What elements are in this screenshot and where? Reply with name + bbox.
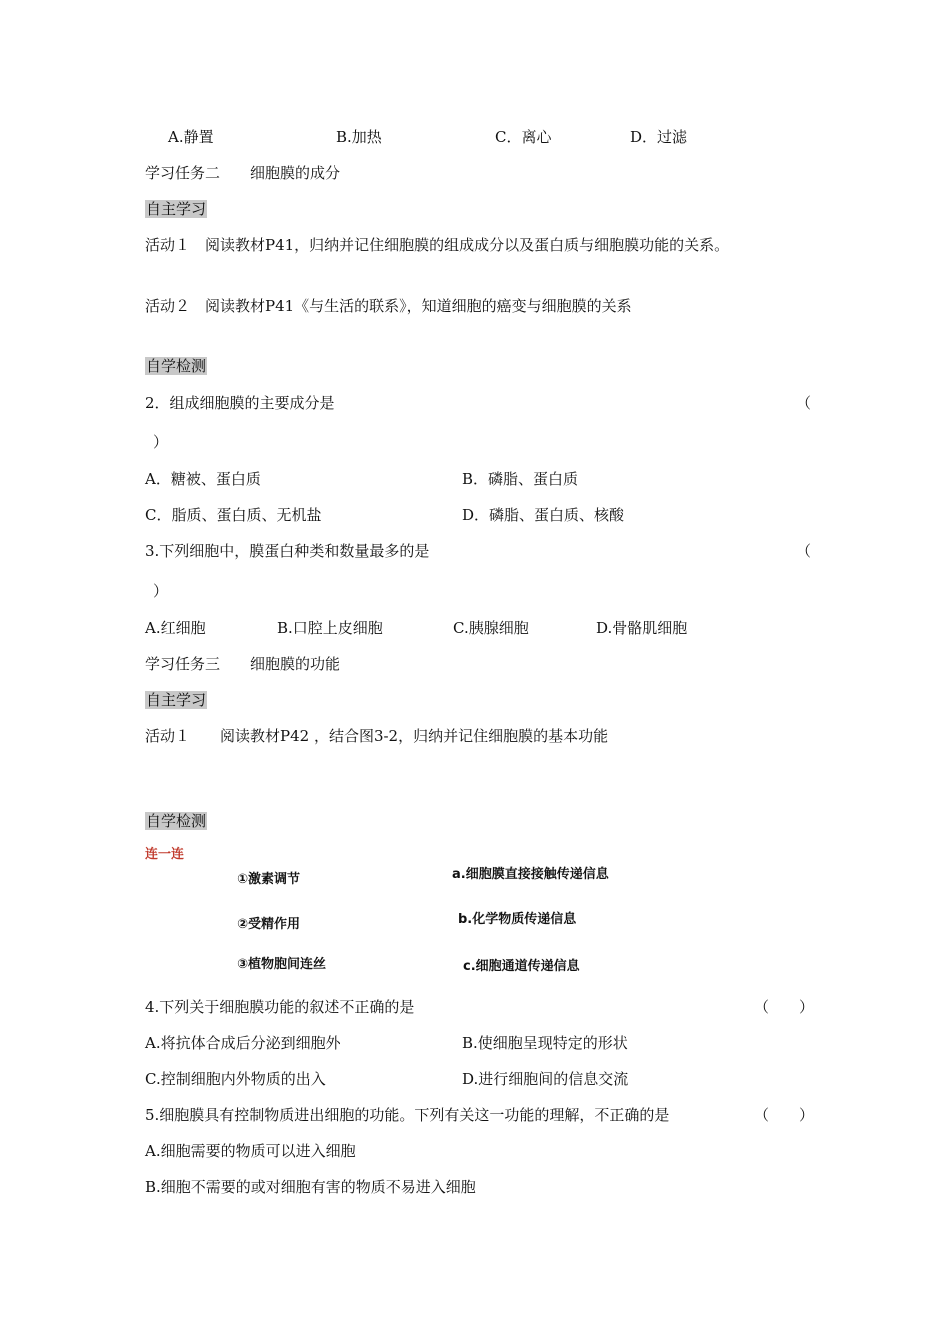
self-study-heading-1 xyxy=(145,199,207,219)
q4-stem: 4.下列关于细胞膜功能的叙述不正确的是 xyxy=(145,998,415,1016)
q4-option-d: D.进行细胞间的信息交流 xyxy=(462,1070,629,1088)
self-study-label-1: 自主学习 xyxy=(146,200,207,218)
q1-option-b: B.加热 xyxy=(336,128,382,146)
q3-paren-close: ） xyxy=(153,582,169,600)
activity-1: 活动１ 阅读教材P41，归纳并记住细胞膜的组成成分以及蛋白质与细胞膜功能的关系。 xyxy=(145,236,730,254)
q3-option-c: C.胰腺细胞 xyxy=(453,619,529,637)
q2-option-c: C．脂质、蛋白质、无机盐 xyxy=(145,506,322,524)
activity-2: 活动２ 阅读教材P41《与生活的联系》，知道细胞的癌变与细胞膜的关系 xyxy=(145,297,632,315)
q3-option-d: D.骨骼肌细胞 xyxy=(596,619,688,637)
q1-option-d: D．过滤 xyxy=(630,128,688,146)
self-study-label-2: 自主学习 xyxy=(146,691,207,709)
q1-option-c: C．离心 xyxy=(495,128,552,146)
q5-stem: 5.细胞膜具有控制物质进出细胞的功能。下列有关这一功能的理解，不正确的是 xyxy=(145,1106,670,1124)
q3-option-b: B.口腔上皮细胞 xyxy=(277,619,383,637)
q3-stem: 3.下列细胞中，膜蛋白种类和数量最多的是 xyxy=(145,542,430,560)
q2-option-d: D．磷脂、蛋白质、核酸 xyxy=(462,506,625,524)
q4-option-c: C.控制细胞内外物质的出入 xyxy=(145,1070,326,1088)
self-test-label-1: 自学检测 xyxy=(146,357,207,375)
q2-stem: 2．组成细胞膜的主要成分是 xyxy=(145,394,335,412)
match-right-c: c.细胞通道传递信息 xyxy=(463,959,580,974)
match-left-2: ②受精作用 xyxy=(237,917,301,932)
task2-title: 学习任务二 细胞膜的成分 xyxy=(145,164,341,182)
q5-option-a: A.细胞需要的物质可以进入细胞 xyxy=(145,1142,356,1160)
q1-option-a: A.静置 xyxy=(168,128,214,146)
q2-option-b: B．磷脂、蛋白质 xyxy=(462,470,579,488)
q3-option-a: A.红细胞 xyxy=(145,619,206,637)
q5-option-b: B.细胞不需要的或对细胞有害的物质不易进入细胞 xyxy=(145,1178,476,1196)
self-test-heading-2 xyxy=(145,811,207,831)
q3-paren-open: （ xyxy=(796,542,812,560)
activity-3: 活动１ 阅读教材P42 ，结合图3-2，归纳并记住细胞膜的基本功能 xyxy=(145,727,609,745)
q4-option-b: B.使细胞呈现特定的形状 xyxy=(462,1034,628,1052)
match-right-a: a.细胞膜直接接触传递信息 xyxy=(452,867,609,882)
q4-option-a: A.将抗体合成后分泌到细胞外 xyxy=(145,1034,341,1052)
match-right-b: b.化学物质传递信息 xyxy=(458,912,577,927)
self-test-heading-1 xyxy=(145,356,207,376)
q2-option-a: A．糖被、蛋白质 xyxy=(145,470,261,488)
match-title: 连一连 xyxy=(145,847,185,862)
task3-title: 学习任务三 细胞膜的功能 xyxy=(145,655,341,673)
q2-paren-open: （ xyxy=(796,394,812,412)
match-left-1: ①激素调节 xyxy=(237,872,301,887)
self-study-heading-2 xyxy=(145,690,207,710)
q5-paren: （ ） xyxy=(754,1106,815,1124)
match-left-3: ③植物胞间连丝 xyxy=(237,957,327,972)
self-test-label-2: 自学检测 xyxy=(146,812,207,830)
q2-paren-close: ） xyxy=(153,433,169,451)
q4-paren: （ ） xyxy=(754,998,815,1016)
